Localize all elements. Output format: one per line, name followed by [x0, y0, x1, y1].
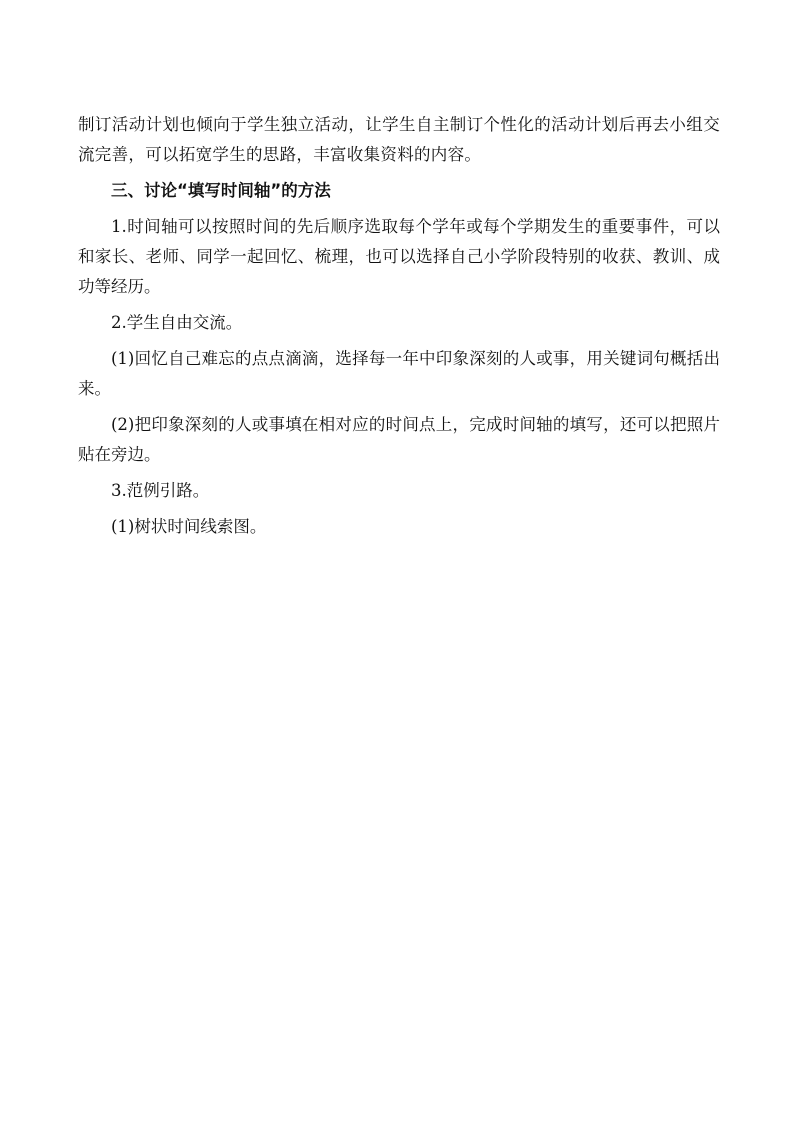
paragraph-item-1: 1.时间轴可以按照时间的先后顺序选取每个学年或每个学期发生的重要事件，可以和家长、老师、同学一起回忆、梳理，也可以选择自己小学阶段特别的收获、教训、成功等经历。 [78, 217, 720, 296]
paragraph-continuation: 制订活动计划也倾向于学生独立活动，让学生自主制订个性化的活动计划后再去小组交流完善，可以拓宽学生的思路，丰富收集资料的内容。 [78, 115, 720, 164]
paragraph-subitem-2-2: (2)把印象深刻的人或事填在相对应的时间点上，完成时间轴的填写，还可以把照片贴在旁边。 [78, 415, 720, 464]
paragraph-item-3: 3.范例引路。 [111, 481, 210, 500]
paragraph-item-2: 2.学生自由交流。 [111, 313, 243, 332]
section-heading: 三、讨论“填写时间轴”的方法 [111, 181, 331, 200]
paragraph-subitem-3-1: (1)树状时间线索图。 [111, 517, 267, 536]
document-body [78, 110, 720, 542]
paragraph-subitem-2-1: (1)回忆自己难忘的点点滴滴，选择每一年中印象深刻的人或事，用关键词句概括出来。 [78, 349, 720, 398]
